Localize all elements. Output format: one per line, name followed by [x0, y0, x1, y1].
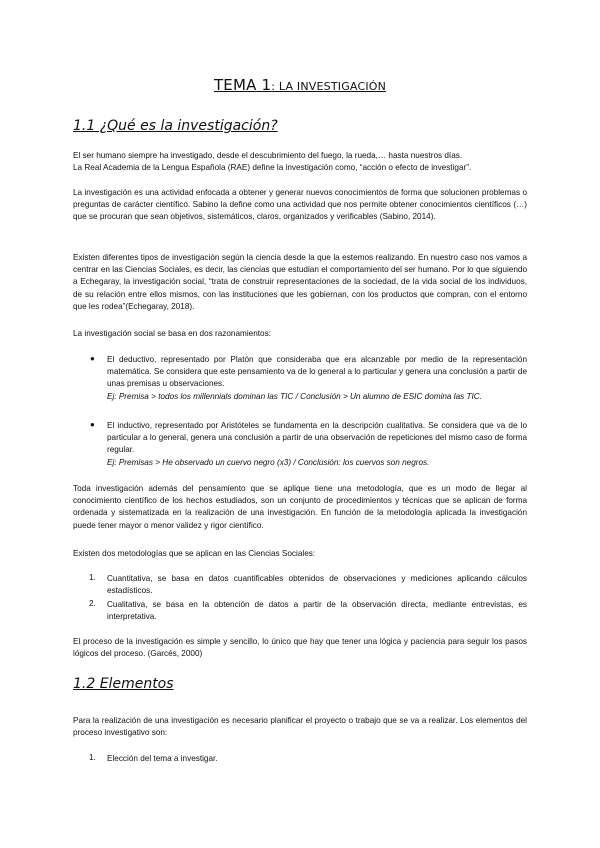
list-item-inductive: [107, 420, 527, 469]
list-number: 1.: [89, 753, 96, 762]
list-number: 1.: [89, 573, 96, 582]
paragraph-1: [73, 150, 527, 174]
list-item-text: El inductivo, representado por Aristóteles se fundamenta en la descripción cualitativa. Se considera que va de lo particular a lo general, genera una conclusión a partir de una observación de repeticiones del mismo caso de forma regular.: [107, 421, 527, 455]
page-title: [0, 76, 600, 94]
paragraph-3: Existen diferentes tipos de investigación según la ciencia desde la que la estemos realizando. En nuestro caso nos vamos a centrar en las Ciencias Sociales, es decir, las ciencias que estudian el comportamiento del ser humano. Por lo que siguiendo a Echegaray, la investigación social, “trata de construir representaciones de la sociedad, de la vida social de los individuos, de su relación entre ellos mismos, con las instituciones que les gobiernan, con los productos que compran, con el entorno que les rodea”(Echegaray, 2018).: [73, 253, 527, 311]
list-item-quantitative: Cuantitativa, se basa en datos cuantificables obtenidos de observaciones y mediciones aplicando cálculos estadísticos.: [107, 574, 527, 596]
paragraph-1-line-a: El ser humano siempre ha investigado, desde el descubrimiento del fuego, la rueda,… hasta nuestros días.: [73, 151, 463, 160]
bullet-marker: ●: [90, 354, 95, 363]
paragraph-2: La investigación es una actividad enfocada a obtener y generar nuevos conocimientos de forma que solucionen problemas o preguntas de carácter científico. Sabino la define como una actividad que nos permite obtener conocimientos científicos (…) que se procuran que sean objetivos, sistemáticos, claros, organizados y verificables (Sabino, 2014).: [73, 188, 527, 222]
list-item-example: Ej: Premisas > He observado un cuervo negro (x3) / Conclusión: los cuervos son negros.: [107, 457, 430, 467]
section-1-heading: 1.1 ¿Qué es la investigación?: [73, 118, 278, 134]
paragraph-8: Para la realización de una investigación es necesario planificar el proyecto o trabajo que se va a realizar. Los elementos del proceso investigativo son:: [73, 716, 527, 738]
list-item-text: El deductivo, representado por Platón que consideraba que era alcanzable por medio de la representación matemática. Se considera que este pensamiento va de lo general a lo particular y genera una conclusión a partir de unas premisas u observaciones.: [107, 355, 527, 389]
paragraph-7: El proceso de la investigación es simple y sencillo, lo único que hay que tener una lógica y paciencia para seguir los pasos lógicos del proceso. (Garcés, 2000): [73, 637, 527, 659]
list-number: 2.: [89, 599, 96, 608]
paragraph-6: Existen dos metodologías que se aplican en las Ciencias Sociales:: [73, 549, 316, 558]
title-main: TEMA 1: [213, 76, 272, 94]
bullet-marker: ●: [90, 420, 95, 429]
list-item-deductive: [107, 354, 527, 403]
list-item-example: Ej: Premisa > todos los millennials dominan las TIC / Conclusión > Un alumno de ESIC domina las TIC.: [107, 391, 482, 401]
paragraph-4: La investigación social se basa en dos razonamientos:: [73, 329, 271, 338]
list-item-topic-choice: Elección del tema a investigar.: [107, 754, 218, 763]
title-rest: : LA INVESTIGACIÓN: [271, 80, 387, 93]
section-2-heading: 1.2 Elementos: [73, 676, 174, 692]
paragraph-1-line-b: La Real Academia de la Lengua Española (RAE) define la investigación como, “acción o efecto de investigar”.: [73, 163, 472, 173]
list-item-qualitative: Cualitativa, se basa en la obtención de datos a partir de la observación directa, mediante entrevistas, es interpretativa.: [107, 600, 527, 622]
paragraph-5: Toda investigación además del pensamiento que se aplique tiene una metodología, que es un modo de llegar al conocimiento científico de los hechos estudiados, son un conjunto de procedimientos y técnicas que se aplican de forma ordenada y sistematizada en la realización de una investigación. En función de la metodología aplicada la investigación puede tener mayor o menor validez y rigor científico.: [73, 484, 527, 530]
